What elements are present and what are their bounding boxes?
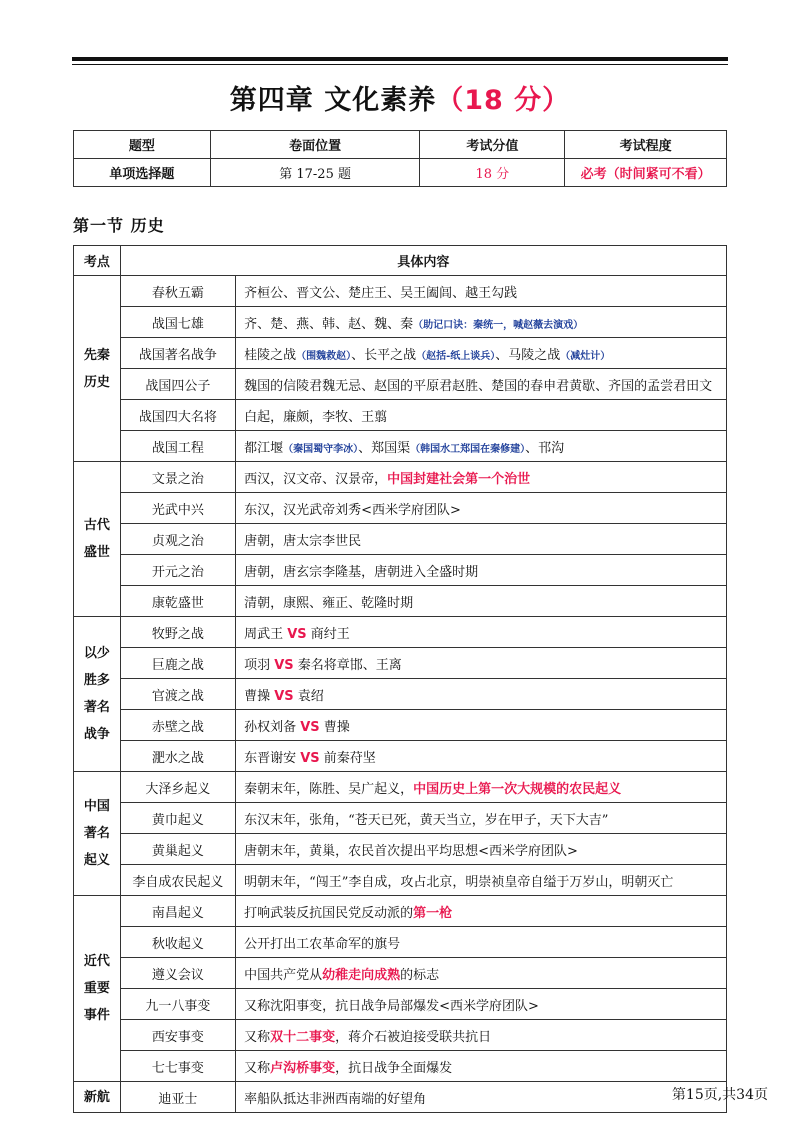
header-exam-score: 考试分值 [420,131,565,159]
highlight-text: 中国历史上第一次大规模的农民起义 [413,781,622,797]
table-row [74,276,727,307]
content-text: 东晋谢安 [244,750,301,766]
exam-info-table [73,130,727,187]
top-rule [72,57,728,61]
mnemonic-note: （围魏救赵） [296,350,352,362]
content-text: 的标志 [400,967,440,983]
content-text: 都江堰 [244,440,284,456]
topic-item: 文景之治 [120,462,235,493]
content-text: 东汉，汉光武帝刘秀<西米学府团队> [244,502,461,518]
table-row [74,772,727,803]
topic-item: 迪亚士 [120,1082,235,1113]
table-row [74,896,727,927]
topic-content [236,1051,727,1082]
content-text: 秦朝末年，陈胜、吴广起义， [244,781,414,797]
table-row [74,1082,727,1113]
section-title: 第一节 历史 [73,216,165,235]
topic-item: 春秋五霸 [120,276,235,307]
category-label: 新航 [74,1082,121,1113]
table-row [74,555,727,586]
topic-content [236,307,727,338]
topic-content [236,338,727,369]
topic-item: 淝水之战 [120,741,235,772]
exam-level-value: 必考（时间紧可不看） [565,159,727,187]
table-row [74,462,727,493]
topic-item: 秋收起义 [120,927,235,958]
table-row [74,493,727,524]
content-text: 明朝末年，“闯王”李自成，攻占北京，明崇祯皇帝自缢于万岁山，明朝灭亡 [244,874,674,890]
table-row [74,369,727,400]
table-row [74,927,727,958]
highlight-text: VS [274,688,294,704]
content-text: 中国共产党从 [244,967,323,983]
table-row [74,1020,727,1051]
exam-info-row [74,159,727,187]
highlight-text: 中国封建社会第一个治世 [387,471,531,487]
topic-item: 遵义会议 [120,958,235,989]
topic-content [236,431,727,462]
content-text: 东汉末年，张角，“苍天已死，黄天当立，岁在甲子，天下大吉” [244,812,609,828]
header-question-type: 题型 [74,131,211,159]
topic-content [236,865,727,896]
highlight-text: VS [287,626,307,642]
category-label: 以少 胜多 著名 战争 [74,617,121,772]
topic-item: 黄巾起义 [120,803,235,834]
content-text: 、长平之战 [351,347,417,363]
highlight-text: 第一枪 [413,905,453,921]
highlight-text: 卢沟桥事变 [270,1060,336,1076]
content-text: 、马陵之战 [495,347,561,363]
content-text: 魏国的信陵君魏无忌、赵国的平原君赵胜、楚国的春申君黄歇、齐国的孟尝君田文 [244,378,713,394]
history-table [73,245,727,1113]
top-rule-thin [72,64,728,65]
table-row [74,648,727,679]
topic-item: 七七事变 [120,1051,235,1082]
header-topic: 考点 [74,246,121,276]
category-label: 近代 重要 事件 [74,896,121,1082]
table-row [74,679,727,710]
topic-content [236,834,727,865]
content-text: 秦名将章邯、王离 [293,657,402,673]
topic-item: 战国四大名将 [120,400,235,431]
header-content: 具体内容 [120,246,726,276]
topic-content [236,710,727,741]
exam-score-value: 18 分 [420,159,565,187]
chapter-title: 第四章 文化素养（18 分） [229,85,571,116]
mnemonic-note: （秦国蜀守李冰） [283,443,359,455]
mnemonic-note: （助记口诀：秦统一，喊赵薇去演戏） [413,319,584,331]
history-header-row [74,246,727,276]
header-exam-level: 考试程度 [565,131,727,159]
topic-item: 李自成农民起义 [120,865,235,896]
topic-content [236,803,727,834]
content-text: 前秦苻坚 [319,750,376,766]
topic-content [236,586,727,617]
category-label: 先秦 历史 [74,276,121,462]
topic-content [236,524,727,555]
content-text: 、郑国渠 [358,440,411,456]
topic-item: 战国工程 [120,431,235,462]
table-row [74,989,727,1020]
highlight-text: VS [300,719,320,735]
topic-content [236,958,727,989]
highlight-text: 幼稚走向成熟 [322,967,401,983]
table-row [74,338,727,369]
topic-item: 光武中兴 [120,493,235,524]
content-text: 孙权刘备 [244,719,301,735]
topic-content [236,741,727,772]
topic-content [236,1020,727,1051]
highlight-text: VS [300,750,320,766]
content-text: 打响武装反抗国民党反动派的 [244,905,414,921]
table-row [74,710,727,741]
content-text: 、邗沟 [525,440,565,456]
topic-item: 南昌起义 [120,896,235,927]
table-row [74,834,727,865]
content-text: ，蒋介石被迫接受联共抗日 [335,1029,492,1045]
table-row [74,400,727,431]
topic-content [236,462,727,493]
table-row [74,1051,727,1082]
topic-content [236,555,727,586]
topic-item: 西安事变 [120,1020,235,1051]
content-text: 又称 [244,1029,271,1045]
content-text: 唐朝，唐太宗李世民 [244,533,362,549]
category-label: 古代 盛世 [74,462,121,617]
content-text: 袁绍 [293,688,324,704]
content-text: 曹操 [244,688,275,704]
topic-content [236,617,727,648]
topic-item: 大泽乡起义 [120,772,235,803]
content-text: 唐朝，唐玄宗李隆基，唐朝进入全盛时期 [244,564,479,580]
topic-item: 战国著名战争 [120,338,235,369]
topic-content [236,1082,727,1113]
chapter-score: （18 分） [436,85,571,116]
table-row [74,524,727,555]
paper-position-value: 第 17-25 题 [210,159,420,187]
mnemonic-note: （赵括-纸上谈兵） [416,350,496,362]
topic-item: 战国七雄 [120,307,235,338]
table-row [74,865,727,896]
header-paper-position: 卷面位置 [210,131,420,159]
content-text: ，抗日战争全面爆发 [335,1060,453,1076]
page-number: 第15页,共34页 [671,1087,768,1103]
topic-item: 赤壁之战 [120,710,235,741]
topic-item: 巨鹿之战 [120,648,235,679]
topic-content [236,989,727,1020]
topic-item: 贞观之治 [120,524,235,555]
highlight-text: 双十二事变 [270,1029,336,1045]
topic-item: 牧野之战 [120,617,235,648]
table-row [74,803,727,834]
highlight-text: VS [274,657,294,673]
content-text: 清朝，康熙、雍正、乾隆时期 [244,595,414,611]
content-text: 率船队抵达非洲西南端的好望角 [244,1091,427,1107]
content-text: 齐桓公、晋文公、楚庄王、吴王阖闾、越王勾践 [244,285,518,301]
content-text: 周武王 [244,626,288,642]
content-text: 公开打出工农革命军的旗号 [244,936,401,952]
topic-content [236,400,727,431]
topic-item: 战国四公子 [120,369,235,400]
topic-content [236,679,727,710]
table-row [74,617,727,648]
content-text: 商纣王 [306,626,350,642]
table-row [74,431,727,462]
content-text: 曹操 [319,719,350,735]
topic-item: 九一八事变 [120,989,235,1020]
content-text: 桂陵之战 [244,347,297,363]
content-text: 白起，廉颇，李牧、王翦 [244,409,388,425]
topic-item: 开元之治 [120,555,235,586]
topic-content [236,927,727,958]
topic-content [236,276,727,307]
table-row [74,741,727,772]
topic-item: 官渡之战 [120,679,235,710]
mnemonic-note: （韩国水工郑国在秦修建） [410,443,526,455]
question-type-value: 单项选择题 [74,159,211,187]
table-row [74,958,727,989]
topic-content [236,648,727,679]
topic-content [236,369,727,400]
content-text: 齐、楚、燕、韩、赵、魏、秦 [244,316,414,332]
topic-content [236,772,727,803]
topic-content [236,493,727,524]
topic-content [236,896,727,927]
exam-info-header-row [74,131,727,159]
topic-item: 黄巢起义 [120,834,235,865]
category-label: 中国 著名 起义 [74,772,121,896]
content-text: 又称沈阳事变，抗日战争局部爆发<西米学府团队> [244,998,539,1014]
topic-item: 康乾盛世 [120,586,235,617]
content-text: 项羽 [244,657,275,673]
content-text: 又称 [244,1060,271,1076]
table-row [74,307,727,338]
mnemonic-note: （减灶计） [560,350,611,362]
content-text: 唐朝末年，黄巢，农民首次提出平均思想<西米学府团队> [244,843,578,859]
content-text: 西汉，汉文帝、汉景帝， [244,471,388,487]
table-row [74,586,727,617]
